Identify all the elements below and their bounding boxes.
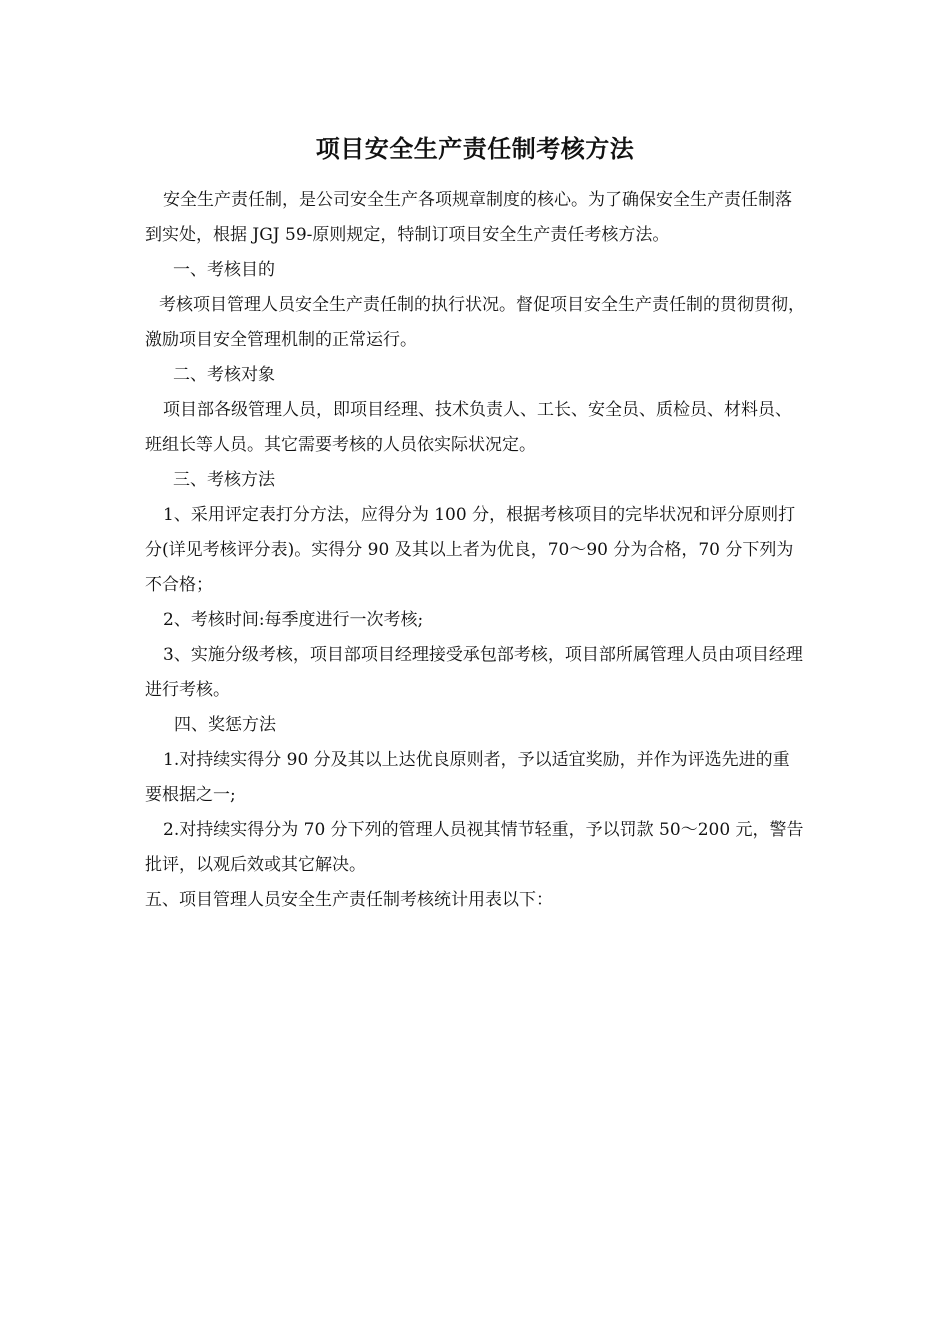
- method-item-2: 2、考核时间:每季度进行一次考核;: [163, 610, 424, 630]
- purpose-paragraph: 考核项目管理人员安全生产责任制的执行状况。督促项目安全生产责任制的贯彻贯彻，激励项目安全管理机制的正常运行。: [145, 295, 805, 350]
- method-item-1: 1、采用评定表打分方法，应得分为 100 分，根据考核项目的完毕状况和评分原则打分(详见考核评分表)。实得分 90 及其以上者为优良，70～90 分为合格，70 分下列为不合格；: [145, 505, 796, 595]
- intro-paragraph: 安全生产责任制，是公司安全生产各项规章制度的核心。为了确保安全生产责任制落到实处，根据 JGJ 59-原则规定，特制订项目安全生产责任考核方法。: [145, 190, 792, 245]
- targets-paragraph: 项目部各级管理人员，即项目经理、技术负责人、工长、安全员、质检员、材料员、班组长等人员。其它需要考核的人员依实际状况定。: [145, 400, 792, 455]
- section-heading-purpose: 一、考核目的: [173, 260, 275, 280]
- section-heading-tables: 五、项目管理人员安全生产责任制考核统计用表以下：: [145, 890, 553, 910]
- rewards-item-2: 2.对持续实得分为 70 分下列的管理人员视其情节轻重，予以罚款 50～200 元，警告批评，以观后效或其它解决。: [145, 820, 804, 875]
- method-item-3: 3、实施分级考核，项目部项目经理接受承包部考核，项目部所属管理人员由项目经理进行考核。: [145, 645, 803, 700]
- section-heading-method: 三、考核方法: [173, 470, 275, 490]
- section-heading-rewards: 四、奖惩方法: [174, 715, 276, 735]
- document-body: [145, 183, 805, 918]
- rewards-item-1: 1.对持续实得分 90 分及其以上达优良原则者，予以适宜奖励，并作为评选先进的重要根据之一;: [145, 750, 790, 805]
- document-title: 项目安全生产责任制考核方法: [315, 135, 635, 163]
- section-heading-targets: 二、考核对象: [173, 365, 275, 385]
